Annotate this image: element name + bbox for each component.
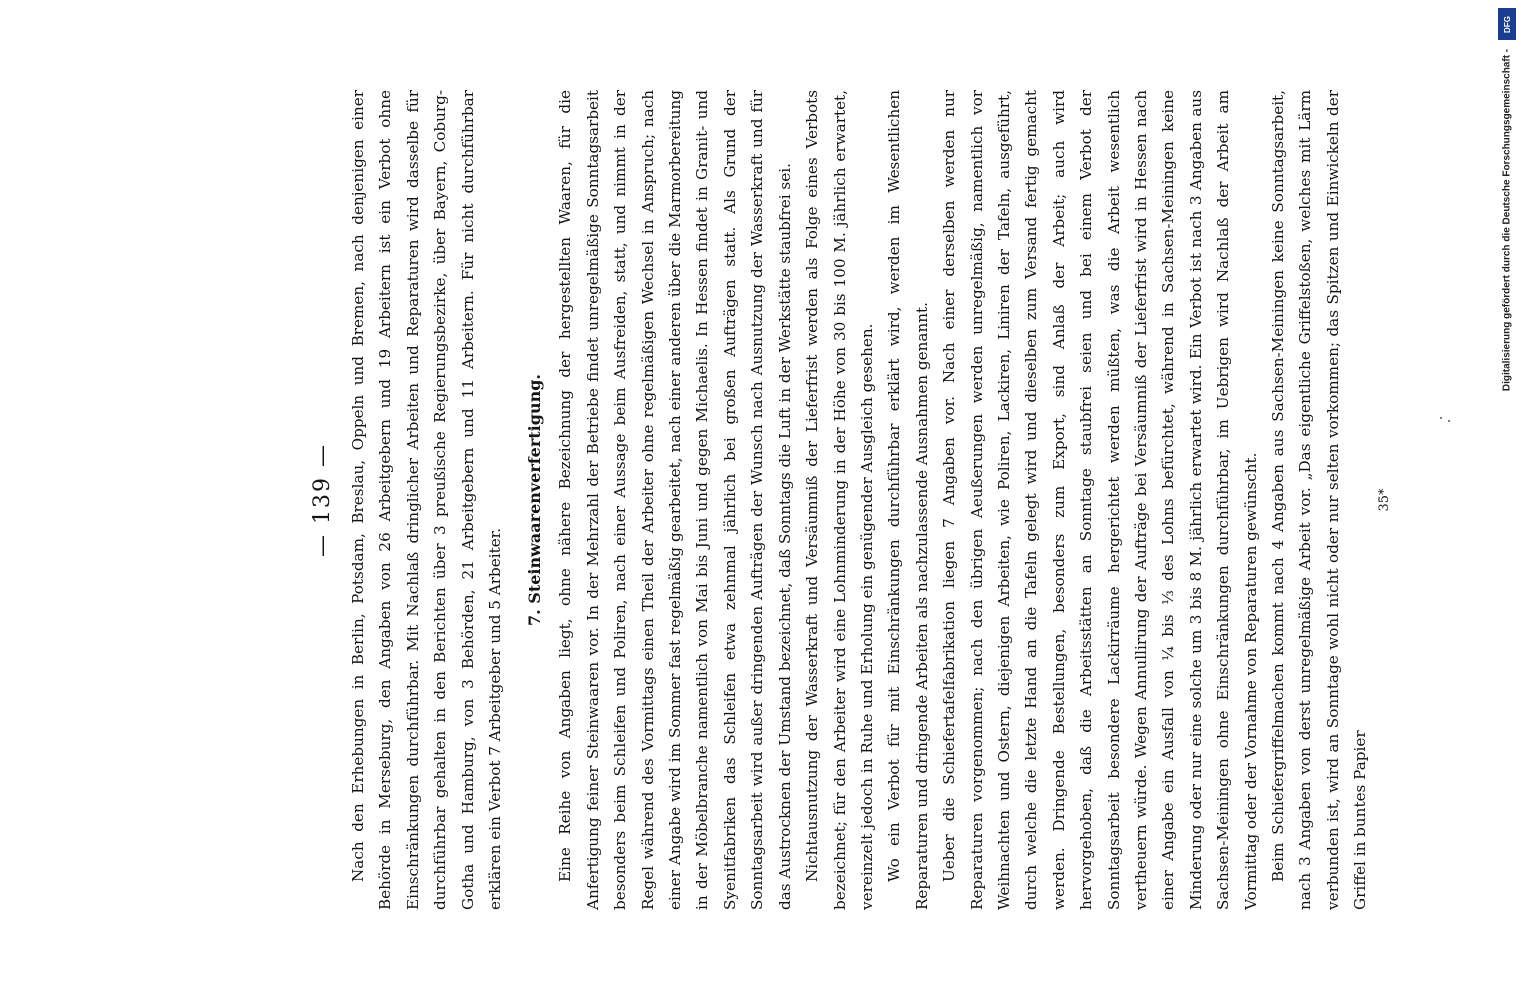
page-number: — 139 — xyxy=(310,443,335,557)
section-heading: 7. Steinwaarenverfertigung. xyxy=(525,374,545,626)
funding-side-label-text: Digitalisierung gefördert durch die Deutsche Forschungsgemeinschaft - xyxy=(1501,48,1513,392)
section-paragraph-3: Wo ein Verbot für mit Einschränkungen durchführbar erklärt wird, werden im Wesentlichen Reparaturen und dringende Arbeiten als nachzulassende Ausnahmen genannt. xyxy=(885,90,931,910)
page-content xyxy=(310,90,1392,910)
funding-side-label xyxy=(1495,40,1519,400)
section-paragraph-4: Ueber die Schiefertafelfabrikation liegen 7 Angaben vor. Nach einer derselben werden nur Reparaturen vorgenommen; nach den übrigen Aeußerungen werden unregelmäßig, namentlich vor Weihnachten und Ostern, diejenigen Arbeiten, wie Poliren, Lackiren, Liniren der Tafeln, ausgeführt, durch welche die letzte Hand an die Tafeln gelegt wird und dieselben zum Versand fertig gemacht werden. Dringende Bestellungen, besonders zum Export, sind Anlaß der Arbeit; auch wird hervorgehoben, daß die Arbeitsstätten an Sonntage staubfrei seien und bei einem Verbot der Sonntagsarbeit besondere Lackirräume hergerichtet werden müßten, was die Arbeit wesentlich vertheuern würde. Wegen Annullirung der Aufträge bei Versäumniß der Lieferfrist wird in Hessen nach einer Angabe ein Ausfall von ¼ bis ⅓ des Lohns befürchtet, während in Sachsen-Meiningen keine Minderung oder nur eine solche um 3 bis 8 M. jährlich erwartet wird. Ein Verbot ist nach 3 Angaben aus Sachsen-Meiningen ohne Einschränkungen durchführbar, im Uebrigen wird Nachlaß der Arbeit am Vormittag oder der Vornahme von Reparaturen gewünscht. xyxy=(940,90,1260,910)
rotated-scanned-page xyxy=(260,60,1392,940)
scan-speck xyxy=(1448,420,1450,422)
section-paragraph-2: Nichtausnutzung der Wasserkraft und Versäumniß der Lieferfrist werden als Folge eines Verbots bezeichnet; für den Arbeiter wird eine Lohnminderung in der Höhe von 30 bis 100 M. jährlich erwartet, vereinzelt jedoch in Ruhe und Erholung ein genügender Ausgleich gesehen. xyxy=(803,90,876,910)
section-paragraph-1: Eine Reihe von Angaben liegt, ohne nähere Bezeichnung der hergestellten Waaren, für die Anfertigung feiner Steinwaaren vor. In der Mehrzahl der Betriebe findet unregelmäßige Sonntagsarbeit besonders beim Schleifen und Poliren, nach einer Aussage beim Ausfreiden, statt, und nimmt in der Regel während des Vormittags einen Theil der Arbeiter ohne regelmäßigen Wechsel in Anspruch; nach einer Angabe wird im Sommer fast regelmäßig gearbeitet, nach einer anderen über die Marmorbereitung in der Möbelbranche namentlich von Mai bis Juni und gegen Michaelis. In Hessen findet in Granit- und Syenitfabriken das Schleifen etwa zehnmal jährlich bei großen Aufträgen statt. Als Grund der Sonntagsarbeit wird außer dringenden Aufträgen der Wunsch nach Ausnutzung der Wasserkraft und für das Austrocknen der Umstand bezeichnet, daß Sonntags die Luft in der Werkstätte staubfrei sei. xyxy=(556,90,794,910)
scan-speck xyxy=(1440,417,1442,419)
dfg-logo: DFG xyxy=(1498,8,1516,40)
section-paragraph-5: Beim Schiefergriffelmachen kommt nach 4 Angaben aus Sachsen-Meiningen keine Sonntagsarbeit, nach 3 Angaben von derst unregelmäßige Arbeit vor. „Das eigentliche Griffelstoßen, welches mit Lärm verbunden ist, wird an Sonntage wohl nicht oder nur selten vorkommen; das Spitzen und Einwickeln der Griffel in buntes Papier xyxy=(1269,90,1370,910)
intro-paragraph: Nach den Erhebungen in Berlin, Potsdam, Breslau, Oppeln und Bremen, nach denjenigen einer Behörde in Merseburg, den Angaben von 26 Arbeitgebern und 19 Arbeitern ist ein Verbot ohne Einschränkungen durchführbar. Mit Nachlaß dringlicher Arbeiten und Reparaturen wird dasselbe für durchführbar gehalten in den Berichten über 3 preußische Regierungsbezirke, über Bayern, Coburg-Gotha und Hamburg, von 3 Behörden, 21 Arbeitgebern und 11 Arbeitern. Für nicht durchführbar erklären ein Verbot 7 Arbeitgeber und 5 Arbeiter. xyxy=(349,90,505,910)
signature-mark: 35* xyxy=(1376,488,1392,512)
